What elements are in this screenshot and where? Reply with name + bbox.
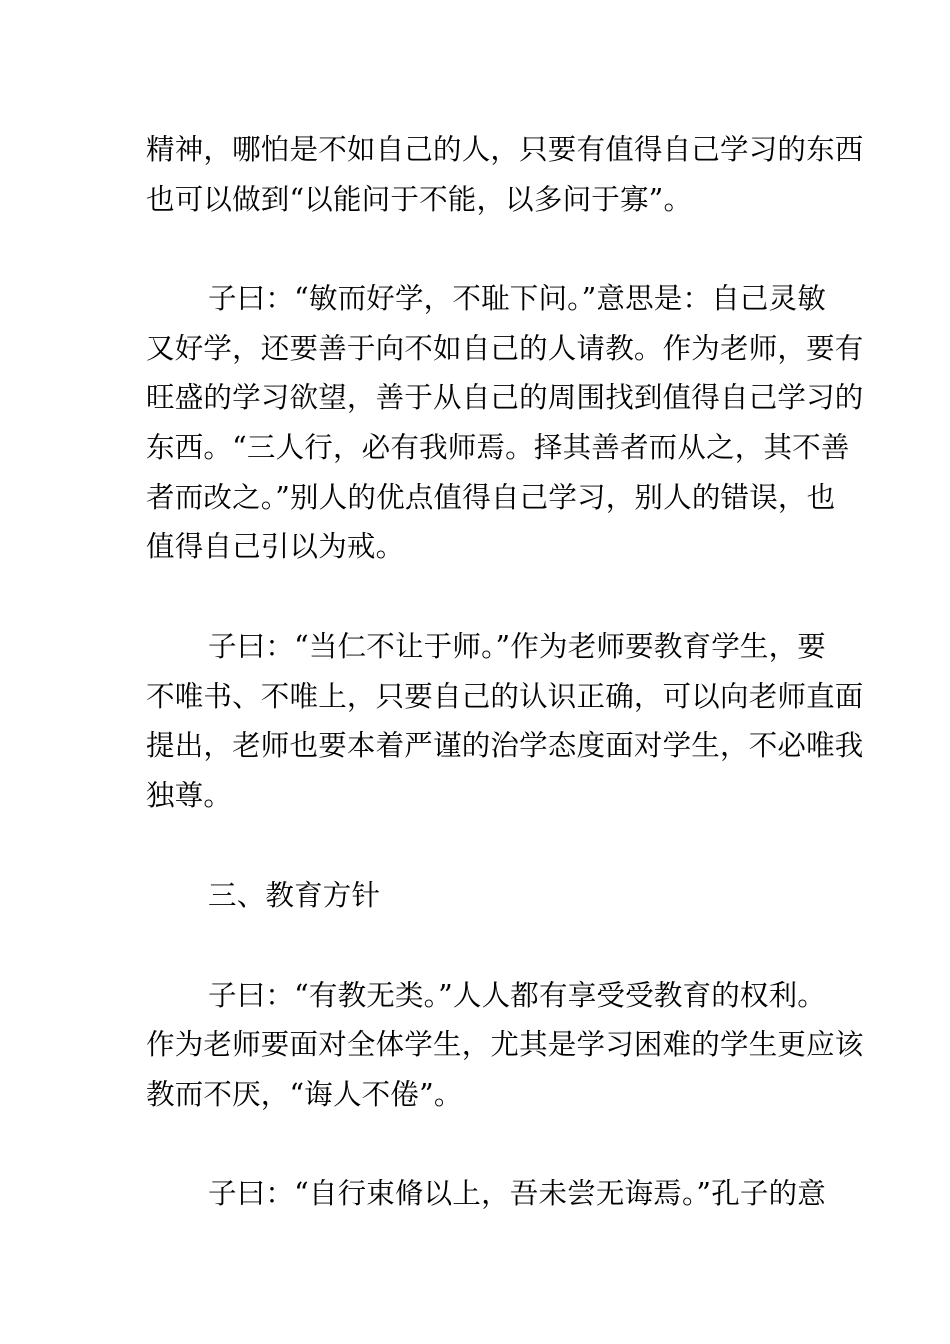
paragraph-line: 子曰：“当仁不让于师。”作为老师要教育学生，要 xyxy=(208,630,826,663)
paragraph-line: 作为老师要面对全体学生，尤其是学习困难的学生更应该 xyxy=(146,1028,864,1061)
section-heading: 三、教育方针 xyxy=(208,879,381,912)
paragraph-line: 旺盛的学习欲望，善于从自己的周围找到值得自己学习的 xyxy=(146,381,864,414)
paragraph-line: 又好学，还要善于向不如自己的人请教。作为老师，要有 xyxy=(146,332,864,365)
paragraph-line: 子曰：“敏而好学，不耻下问。”意思是：自己灵敏 xyxy=(208,282,826,315)
paragraph-line: 者而改之。”别人的优点值得自己学习，别人的错误，也 xyxy=(146,481,836,514)
paragraph-line: 独尊。 xyxy=(146,779,233,812)
paragraph-line: 提出，老师也要本着严谨的治学态度面对学生，不必唯我 xyxy=(146,729,864,762)
paragraph-line: 东西。“三人行，必有我师焉。择其善者而从之，其不善 xyxy=(146,431,850,464)
paragraph-line: 不唯书、不唯上，只要自己的认识正确，可以向老师直面 xyxy=(146,680,864,713)
paragraph-line: 值得自己引以为戒。 xyxy=(146,530,405,563)
paragraph-line: 也可以做到“以能问于不能，以多问于寡”。 xyxy=(146,183,693,216)
paragraph-line: 子曰：“有教无类。”人人都有享受受教育的权利。 xyxy=(208,979,826,1012)
paragraph-line: 精神，哪怕是不如自己的人，只要有值得自己学习的东西 xyxy=(146,133,864,166)
paragraph-line: 教而不厌，“诲人不倦”。 xyxy=(146,1078,463,1111)
paragraph-line: 子曰：“自行束脩以上，吾未尝无诲焉。”孔子的意 xyxy=(208,1177,826,1210)
